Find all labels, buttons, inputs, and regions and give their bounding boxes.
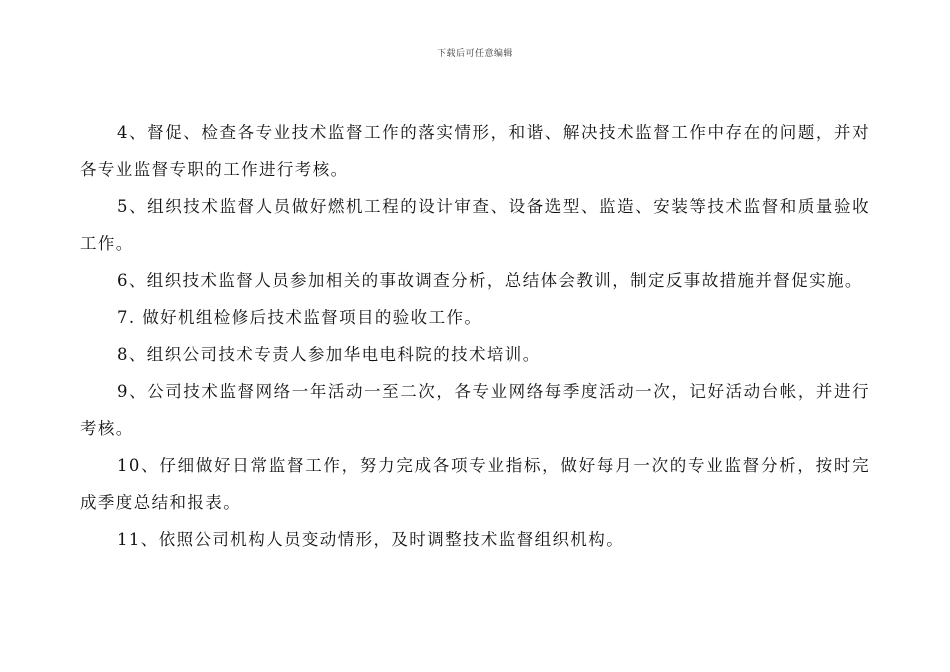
paragraph-item-10: 10、仔细做好日常监督工作，努力完成各项专业指标，做好每月一次的专业监督分析，按时完成季度总结和报表。 [80,456,870,512]
paragraph-item-11: 11、依照公司机构人员变动情形，及时调整技术监督组织机构。 [117,530,625,549]
paragraph-item-9: 9、公司技术监督网络一年活动一至二次，各专业网络每季度活动一次，记好活动台帐，并进行考核。 [80,382,870,438]
paragraph-item-5: 5、组织技术监督人员做好燃机工程的设计审查、设备选型、监造、安装等技术监督和质量验收工作。 [80,197,870,253]
paragraph-item-7: 7. 做好机组检修后技术监督项目的验收工作。 [117,308,483,327]
page-header-note: 下载后可任意编辑 [436,49,513,59]
document-body [80,114,870,558]
paragraph-item-4: 4、督促、检查各专业技术监督工作的落实情形，和谐、解决技术监督工作中存在的问题，并对各专业监督专职的工作进行考核。 [80,123,870,179]
paragraph-item-6: 6、组织技术监督人员参加相关的事故调查分析，总结体会教训，制定反事故措施并督促实施。 [117,271,863,290]
paragraph-item-8: 8、组织公司技术专责人参加华电电科院的技术培训。 [117,345,541,364]
